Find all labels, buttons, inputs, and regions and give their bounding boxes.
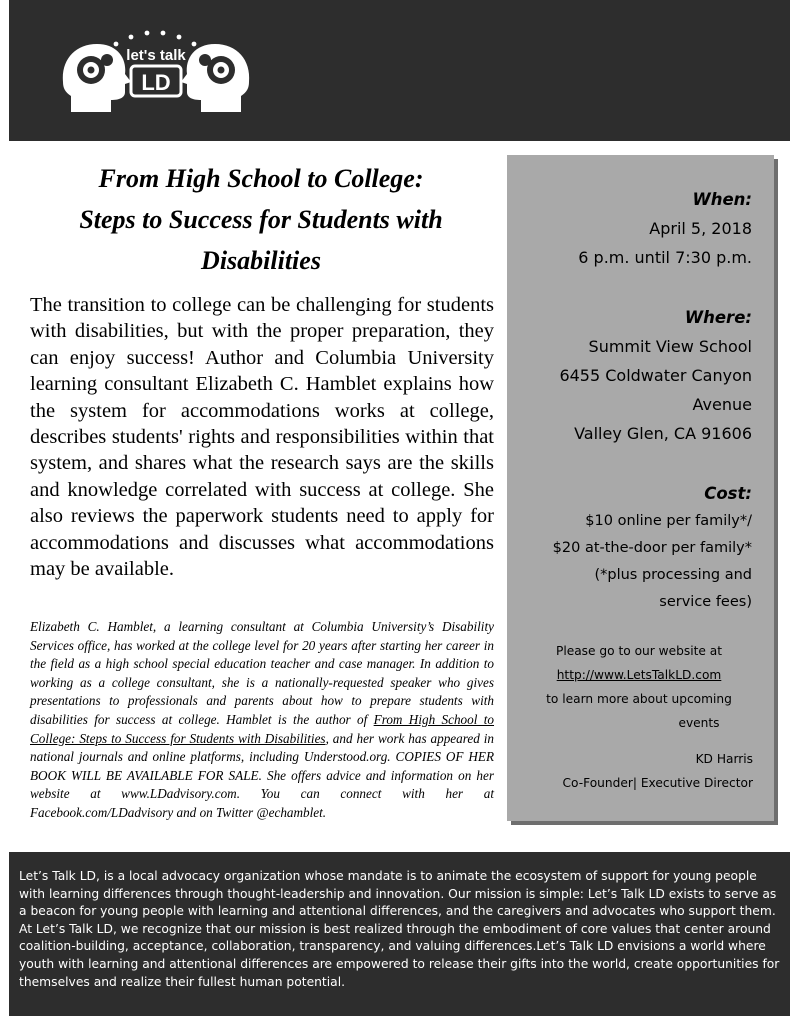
logo-ld: LD <box>141 70 171 95</box>
bio-text-2: , and her work has appeared in national journals and online platforms, including Understood.org. COPIES OF HER BOOK WILL BE AVAILABLE FOR SALE. She offers advice and information on her website at www.LDadvisory.com. You can connect with her at Facebook.com/LDadvisory and on Twitter @echamblet. <box>30 730 494 820</box>
lets-talk-ld-logo <box>61 30 251 112</box>
event-title <box>30 158 492 281</box>
signer-name: KD Harris <box>695 752 753 766</box>
when-heading: When: <box>692 190 752 209</box>
cost-section <box>553 479 752 616</box>
cost-door: $20 at-the-door per family* <box>552 540 752 556</box>
title-line-3: Disabilities <box>201 246 321 275</box>
logo-tagline: let's talk <box>126 47 186 64</box>
when-section <box>578 185 752 272</box>
cost-online: $10 online per family*/ <box>585 513 752 529</box>
cost-heading: Cost: <box>704 484 752 503</box>
where-section <box>559 303 752 448</box>
venue-name: Summit View School <box>588 337 752 356</box>
bio-text-1: Elizabeth C. Hamblet, a learning consultant at Columbia University’s Disability Services office, has worked at the college level for 20 years after starting her career in the field as a high school special education teacher and case manager. In addition to working as a college consultant, she is a nationally-requested speaker who gives presentations to professionals and parents about how to prepare students with disabilities for success at college. Hamblet is the author of <box>30 619 494 727</box>
event-time: 6 p.m. until 7:30 p.m. <box>578 248 752 267</box>
cost-note-1: (*plus processing and <box>594 567 752 583</box>
event-date: April 5, 2018 <box>649 219 752 238</box>
where-heading: Where: <box>684 308 752 327</box>
website-outro-2: events <box>678 716 720 730</box>
website-outro-1: to learn more about upcoming <box>546 692 732 706</box>
address-city: Valley Glen, CA 91606 <box>574 424 752 443</box>
signer-title: Co-Founder| Executive Director <box>562 776 753 790</box>
footer-banner <box>9 852 790 1016</box>
book-title: From High School to College: Steps to Success for Students with Disabilities <box>30 711 495 746</box>
website-link[interactable]: http://www.LetsTalkLD.com <box>556 668 722 682</box>
title-line-1: From High School to College: <box>98 164 424 193</box>
speaker-bio <box>30 618 494 823</box>
cost-note-2: service fees) <box>659 594 752 610</box>
address-line-1: 6455 Coldwater Canyon <box>559 366 752 385</box>
event-details-panel <box>507 155 774 821</box>
event-description: The transition to college can be challenging for students with disabilities, but with the proper preparation, they can enjoy success! Author and Columbia University learning consultant Elizabeth C. Hamblet explains how the system for accommodations works at college, describes students' rights and responsibilities within that system, and shares what the research says are the skills and knowledge correlated with success at college. She also reviews the paperwork students need to apply for accommodations and discusses what accommodations may be available. <box>30 294 494 581</box>
header-banner <box>9 0 790 141</box>
organization-mission: Let’s Talk LD, is a local advocacy organization whose mandate is to animate the ecosystem of support for young people with learning differences through thought-leadership and innovation. Our mission is simple: Let’s Talk LD exists to serve as a beacon for young people with learning and attentional differences, and the caregivers and advocates who support them. At Let’s Talk LD, we recognize that our mission is best realized through the embodiment of core values that center around coalition-building, acceptance, collaboration, transparency, and valuing differences.Let’s Talk LD envisions a world where youth with learning and attentional differences are empowered to release their gifts into the world, create opportunities for themselves and realize their fullest human potential. <box>19 869 780 989</box>
signature-section <box>507 747 753 795</box>
address-line-2: Avenue <box>692 395 752 414</box>
title-line-2: Steps to Success for Students with <box>79 205 443 234</box>
website-section <box>507 639 771 735</box>
website-intro: Please go to our website at <box>555 644 722 658</box>
